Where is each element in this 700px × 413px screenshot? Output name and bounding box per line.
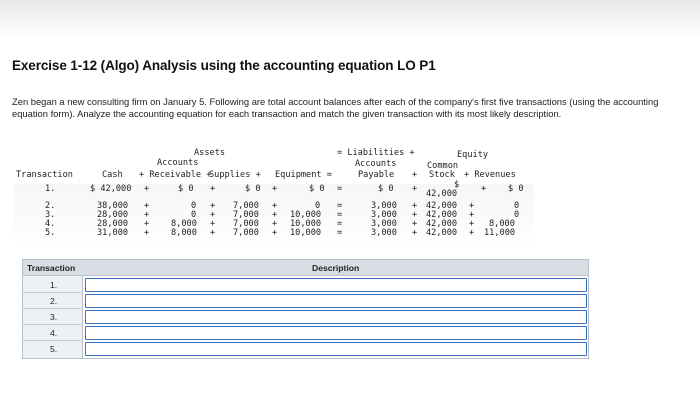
- row-1-receivable: $ 0: [178, 184, 194, 194]
- row-3-supplies: 7,000: [233, 210, 259, 220]
- row-3-equipment: 10,000: [290, 210, 322, 220]
- row-5-receivable: 8,000: [171, 228, 197, 238]
- col-equipment-header: Equipment =: [275, 170, 332, 180]
- row-3-op5: +: [469, 210, 475, 220]
- row-5-op4: +: [412, 228, 418, 238]
- col-cash-header: Cash: [102, 170, 123, 180]
- row-4-op2: +: [210, 219, 216, 229]
- row-2-supplies: 7,000: [233, 201, 259, 211]
- accounting-equation-table: [14, 146, 534, 248]
- page-top-edge: [0, 0, 700, 40]
- row-4-supplies: 7,000: [233, 219, 259, 229]
- row-5-supplies: 7,000: [233, 228, 259, 238]
- row-4-receivable: 8,000: [171, 219, 197, 229]
- row-3-transaction: 3.: [45, 210, 56, 220]
- row-4-payable: 3,000: [371, 219, 397, 229]
- description-select-4[interactable]: [85, 326, 587, 340]
- row-4-op4: +: [412, 219, 418, 229]
- row-2-op5: +: [469, 201, 475, 211]
- row-divider: [23, 292, 83, 293]
- col-payable-plus: +: [412, 170, 418, 180]
- row-5-transaction: 5.: [45, 228, 56, 238]
- row-1-op4: +: [412, 184, 418, 194]
- row-2-equals: =: [337, 201, 343, 211]
- transaction-number-2: 2.: [50, 296, 58, 306]
- row-2-op2: +: [210, 201, 216, 211]
- row-4-revenues: 8,000: [489, 219, 515, 229]
- transaction-number-5: 5.: [50, 344, 58, 354]
- row-1-op1: +: [144, 184, 150, 194]
- header-description: Description: [312, 263, 360, 273]
- row-3-stock: 42,000: [426, 210, 458, 220]
- matching-table-header: [23, 260, 588, 276]
- row-1-transaction: 1.: [45, 184, 56, 194]
- row-4-op1: +: [144, 219, 150, 229]
- row-5-op3: +: [272, 228, 278, 238]
- col-payable-top: Accounts: [355, 159, 397, 169]
- row-5-cash: 31,000: [97, 228, 129, 238]
- row-4-cash: 28,000: [97, 219, 129, 229]
- transaction-number-4: 4.: [50, 328, 58, 338]
- exercise-title: Exercise 1-12 (Algo) Analysis using the accounting equation LO P1: [12, 58, 436, 73]
- row-4-stock: 42,000: [426, 219, 458, 229]
- row-1-op5: +: [481, 184, 487, 194]
- row-5-equipment: 10,000: [290, 228, 322, 238]
- row-4-op5: +: [469, 219, 475, 229]
- row-5-op1: +: [144, 228, 150, 238]
- row-3-payable: 3,000: [371, 210, 397, 220]
- row-1-revenues: $ 0: [508, 184, 524, 194]
- row-divider: [23, 324, 83, 325]
- group-liabilities-label: = Liabilities +: [337, 148, 415, 158]
- exercise-instructions: Zen began a new consulting firm on January 5. Following are total account balances after each of the company's first five transactions (using the accounting equation form). Analyze the accounting equation for each transaction and match the given transaction with its most likely description.: [12, 96, 659, 119]
- row-1-stock: 42,000: [426, 189, 458, 199]
- description-select-1[interactable]: [85, 278, 587, 292]
- row-1-cash: $ 42,000: [90, 184, 132, 194]
- row-3-op4: +: [412, 210, 418, 220]
- row-1-op2: +: [210, 184, 216, 194]
- row-2-receivable: 0: [191, 201, 197, 211]
- row-5-stock: 42,000: [426, 228, 458, 238]
- group-assets-label: Assets: [194, 148, 226, 158]
- row-divider: [23, 308, 83, 309]
- row-1-payable: $ 0: [378, 184, 394, 194]
- row-4-equals: =: [337, 219, 343, 229]
- row-3-op2: +: [210, 210, 216, 220]
- row-5-op5: +: [469, 228, 475, 238]
- row-4-transaction: 4.: [45, 219, 56, 229]
- row-1-equals: =: [337, 184, 343, 194]
- row-1-op3: +: [272, 184, 278, 194]
- row-divider: [23, 340, 83, 341]
- transaction-number-3: 3.: [50, 312, 58, 322]
- row-1-supplies: $ 0: [245, 184, 261, 194]
- row-1-stock-symbol: $: [454, 180, 460, 190]
- row-2-revenues: 0: [514, 201, 520, 211]
- header-transaction: Transaction: [27, 263, 76, 273]
- row-3-op1: +: [144, 210, 150, 220]
- row-2-transaction: 2.: [45, 201, 56, 211]
- row-4-equipment: 10,000: [290, 219, 322, 229]
- row-2-cash: 38,000: [97, 201, 129, 211]
- row-5-op2: +: [210, 228, 216, 238]
- row-3-cash: 28,000: [97, 210, 129, 220]
- description-select-3[interactable]: [85, 310, 587, 324]
- description-select-2[interactable]: [85, 294, 587, 308]
- row-5-equals: =: [337, 228, 343, 238]
- row-2-op1: +: [144, 201, 150, 211]
- row-4-op3: +: [272, 219, 278, 229]
- col-receivable-top: Accounts: [157, 158, 199, 168]
- col-revenues-header: + Revenues: [464, 170, 516, 180]
- transaction-number-column: [23, 276, 83, 358]
- row-2-stock: 42,000: [426, 201, 458, 211]
- row-3-equals: =: [337, 210, 343, 220]
- row-3-revenues: 0: [514, 210, 520, 220]
- row-5-revenues: 11,000: [484, 228, 516, 238]
- group-equity-label: Equity: [457, 150, 489, 160]
- row-3-receivable: 0: [191, 210, 197, 220]
- col-supplies-header: Supplies +: [209, 170, 261, 180]
- description-select-5[interactable]: [85, 342, 587, 356]
- col-stock-header: Stock: [429, 170, 455, 180]
- row-1-equipment: $ 0: [309, 184, 325, 194]
- row-3-op3: +: [272, 210, 278, 220]
- col-transaction-header: Transaction: [16, 170, 73, 180]
- row-2-op3: +: [272, 201, 278, 211]
- row-5-payable: 3,000: [371, 228, 397, 238]
- col-payable-header: Payable: [358, 170, 395, 180]
- row-2-op4: +: [412, 201, 418, 211]
- col-stock-top: Common: [427, 161, 459, 171]
- matching-table: [22, 259, 589, 359]
- row-2-equipment: 0: [315, 201, 321, 211]
- row-2-payable: 3,000: [371, 201, 397, 211]
- transaction-number-1: 1.: [50, 280, 58, 290]
- col-receivable-header: + Receivable +: [139, 170, 212, 180]
